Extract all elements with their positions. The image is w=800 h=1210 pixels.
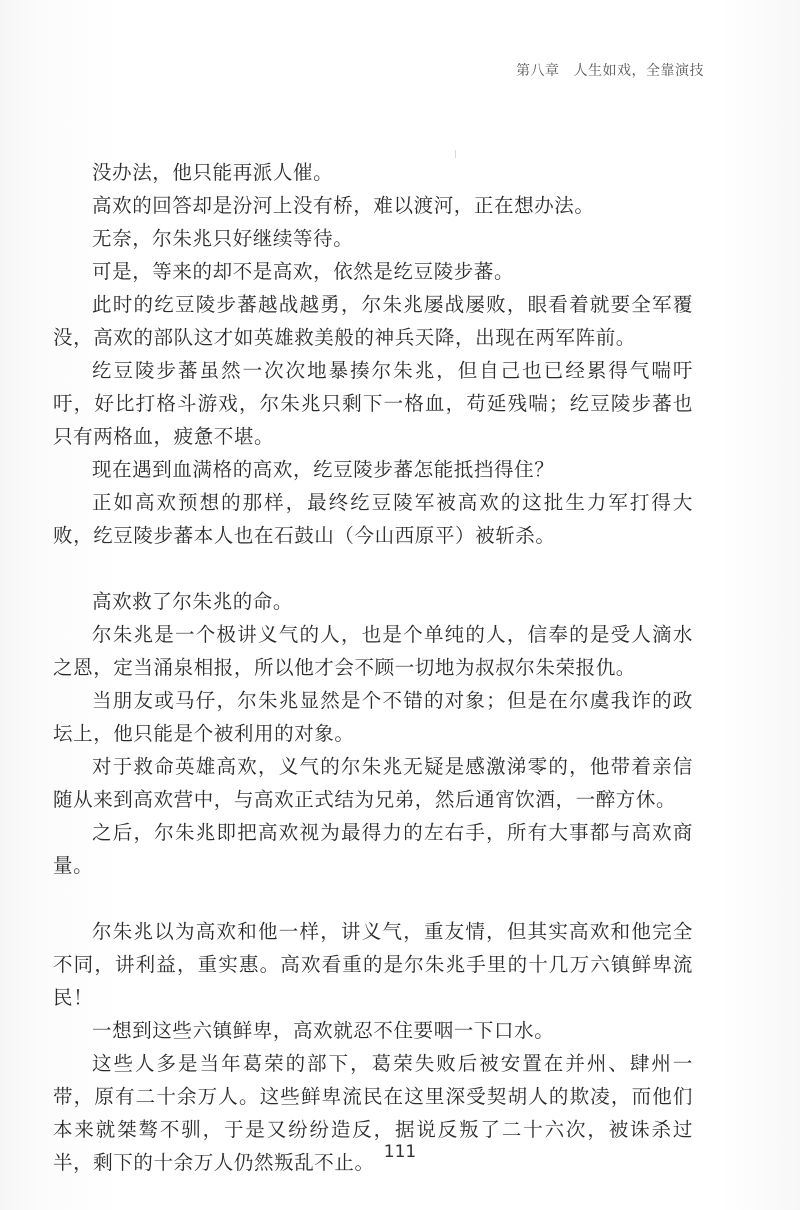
paragraph: 纥豆陵步蕃虽然一次次地暴揍尔朱兆，但自己也已经累得气喘吁吁，好比打格斗游戏，尔朱兆只剩下一格血，苟延残喘；纥豆陵步蕃也只有两格血，疲惫不堪。 [53, 359, 693, 448]
paragraph: 现在遇到血满格的高欢，纥豆陵步蕃怎能抵挡得住？ [92, 458, 555, 481]
paragraph: 尔朱兆以为高欢和他一样，讲义气，重友情，但其实高欢和他完全不同，讲利益，重实惠。高欢看重的是尔朱兆手里的十几万六镇鲜卑流民！ [53, 920, 693, 1009]
paragraph: 无奈，尔朱兆只好继续等待。 [92, 227, 354, 250]
paragraph: 高欢的回答却是汾河上没有桥，难以渡河，正在想办法。 [92, 194, 595, 217]
paragraph: 这些人多是当年葛荣的部下，葛荣失败后被安置在并州、肆州一带，原有二十余万人。这些鲜卑流民在这里深受契胡人的欺凌，而他们本来就桀骜不驯，于是又纷纷造反，据说反叛了二十六次，被诛杀过半，剩下的十余万人仍然叛乱不止。 [53, 1052, 693, 1174]
paragraph: 当朋友或马仔，尔朱兆显然是个不错的对象；但是在尔虞我诈的政坛上，他只能是个被利用的对象。 [53, 689, 693, 745]
paragraph: 没办法，他只能再派人催。 [92, 161, 334, 184]
paragraph: 可是，等来的却不是高欢，依然是纥豆陵步蕃。 [92, 260, 515, 283]
paragraph: 对于救命英雄高欢，义气的尔朱兆无疑是感激涕零的，他带着亲信随从来到高欢营中，与高欢正式结为兄弟，然后通宵饮酒，一醉方休。 [53, 755, 693, 811]
paragraph: 尔朱兆是一个极讲义气的人，也是个单纯的人，信奉的是受人滴水之恩，定当涌泉相报，所以他才会不顾一切地为叔叔尔朱荣报仇。 [53, 623, 693, 679]
paragraph: 正如高欢预想的那样，最终纥豆陵军被高欢的这批生力军打得大败，纥豆陵步蕃本人也在石鼓山（今山西原平）被斩杀。 [53, 491, 693, 547]
section-break [53, 552, 693, 585]
paragraph: 之后，尔朱兆即把高欢视为最得力的左右手，所有大事都与高欢商量。 [53, 821, 693, 877]
paragraph: 高欢救了尔朱兆的命。 [92, 590, 294, 613]
section-break [53, 882, 693, 915]
chapter-title: 人生如戏，全靠演技 [573, 63, 704, 79]
page-body [53, 156, 693, 1179]
paragraph: 一想到这些六镇鲜卑，高欢就忍不住要咽一下口水。 [92, 1019, 555, 1042]
paragraph: 此时的纥豆陵步蕃越战越勇，尔朱兆屡战屡败，眼看着就要全军覆没，高欢的部队这才如英雄救美般的神兵天降，出现在两军阵前。 [53, 293, 693, 349]
chapter-label: 第八章 [516, 63, 560, 79]
running-header [516, 60, 704, 80]
page-number: 111 [383, 1142, 417, 1162]
